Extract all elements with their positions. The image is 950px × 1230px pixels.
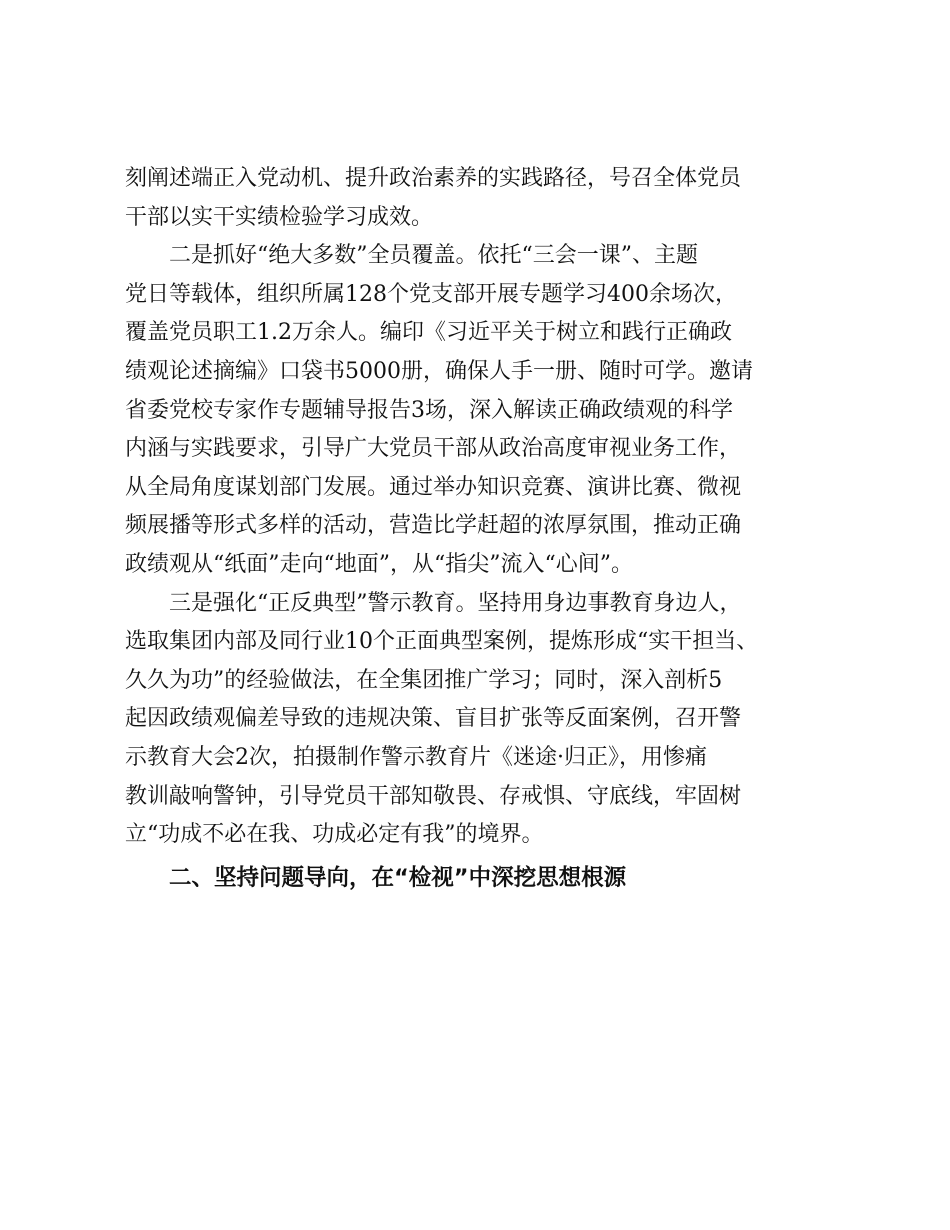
section-heading: 二、坚持问题导向，在“检视”中深挖思想根源	[169, 864, 627, 891]
text-line: 久久为功”的经验做法，在全集团推广学习；同时，深入剖析5	[125, 667, 723, 693]
document-body	[125, 160, 825, 897]
text-line: 示教育大会2次，拍摄制作警示教育片《迷途·归正》，用惨痛	[125, 744, 707, 770]
text-line: 二是抓好“绝大多数”全员覆盖。依托“三会一课”、主题	[169, 243, 698, 269]
text-line: 党日等载体，组织所属128个党支部开展专题学习400余场次，	[125, 281, 737, 307]
text-line: 频展播等形式多样的活动，营造比学赶超的浓厚氛围，推动正确	[125, 513, 742, 539]
text-line: 从全局角度谋划部门发展。通过举办知识竞赛、演讲比赛、微视	[125, 474, 742, 500]
text-line: 干部以实干实绩检验学习成效。	[125, 204, 434, 230]
text-line: 省委党校专家作专题辅导报告3场，深入解读正确政绩观的科学	[125, 397, 733, 423]
paragraph-warning-education	[125, 585, 825, 855]
text-line: 选取集团内部及同行业10个正面典型案例，提炼形成“实干担当、	[125, 629, 759, 655]
text-line: 教训敲响警钟，引导党员干部知敬畏、存戒惧、守底线，牢固树	[125, 783, 742, 809]
text-line: 三是强化“正反典型”警示教育。坚持用身边事教育身边人，	[169, 590, 742, 616]
text-line: 覆盖党员职工1.2万余人。编印《习近平关于树立和践行正确政	[125, 320, 732, 346]
paragraph-full-coverage	[125, 237, 825, 584]
text-line: 立“功成不必在我、功成必定有我”的境界。	[125, 822, 544, 848]
text-line: 政绩观从“纸面”走向“地面”，从“指尖”流入“心间”。	[125, 551, 633, 577]
text-line: 内涵与实践要求，引导广大党员干部从政治高度审视业务工作，	[125, 436, 742, 462]
paragraph-continuation	[125, 160, 825, 237]
text-line: 绩观论述摘编》口袋书5000册，确保人手一册、随时可学。邀请	[125, 358, 753, 384]
text-line: 刻阐述端正入党动机、提升政治素养的实践路径，号召全体党员	[125, 166, 742, 191]
text-line: 起因政绩观偏差导致的违规决策、盲目扩张等反面案例，召开警	[125, 706, 742, 732]
